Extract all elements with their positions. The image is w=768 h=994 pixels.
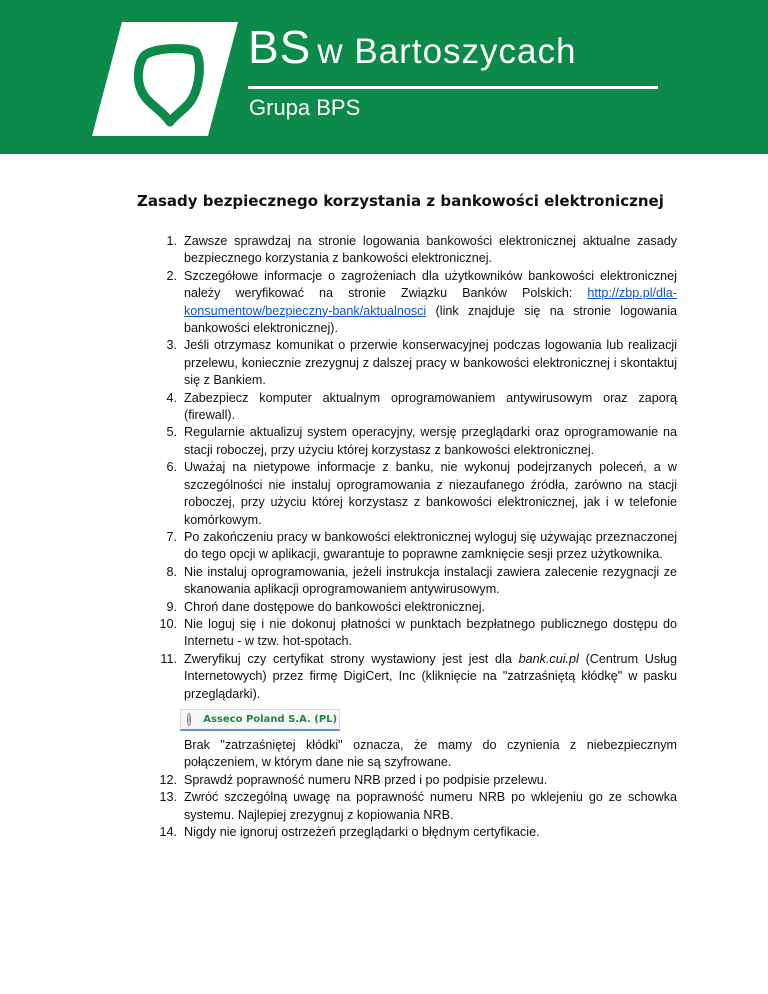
- item-text: Regularnie aktualizuj system operacyjny, wersję przeglądarki oraz oprogramowanie na stacji roboczej, przy użyciu której korzystasz z bankowości elektronicznej.: [184, 425, 677, 457]
- brand-subtitle: Grupa BPS: [249, 95, 361, 120]
- cert-explanation: Brak "zatrzaśniętej kłódki" oznacza, że mamy do czynienia z niebezpiecznym połączeniem, w którym dane nie są szyfrowane.: [184, 737, 677, 770]
- item-number: 6.: [166, 460, 177, 475]
- item-text: Zawsze sprawdzaj na stronie logowania bankowości elektronicznej aktualne zasady bezpiecznego korzystania z bankowości elektronicznej.: [184, 234, 677, 266]
- list-item: [147, 529, 677, 564]
- item-number: 11.: [160, 651, 177, 666]
- item-number: 7.: [166, 529, 177, 544]
- brand-name: [248, 21, 577, 73]
- list-item: [147, 824, 677, 841]
- item-number: 3.: [166, 338, 177, 353]
- item-number: 10.: [159, 616, 177, 631]
- item-text: Po zakończeniu pracy w bankowości elektronicznej wyloguj się używając przeznaczonej do tego opcji w aplikacji, gwarantuje to poprawne zamknięcie sesji przez użytkownika.: [184, 529, 677, 562]
- item-text: Zweryfikuj czy certyfikat strony wystawiony jest jest dla: [184, 651, 519, 666]
- list-item: [147, 337, 677, 389]
- item-text-after: (Centrum Usług Internetowych) przez firmę DigiCert, Inc (kliknięcie na "zatrzaśniętą kłódkę" w pasku przeglądarki).: [184, 651, 677, 701]
- item-number: 13.: [159, 790, 177, 805]
- certificate-label: Asseco Poland S.A. (PL): [203, 713, 338, 725]
- item-number: 2.: [166, 268, 177, 283]
- bank-logo-icon: [92, 22, 238, 136]
- list-item: [147, 424, 677, 459]
- list-item: [147, 268, 677, 338]
- zbp-link[interactable]: http://zbp.pl/dla-konsumentow/bezpieczny-bank/aktualnosci: [184, 286, 677, 318]
- item-number: 9.: [166, 599, 177, 614]
- list-item: [147, 459, 677, 529]
- list-item: [147, 772, 677, 789]
- item-number: 1.: [166, 234, 177, 248]
- rules-list: [147, 233, 677, 841]
- list-item: [147, 390, 677, 425]
- item-number: 5.: [166, 425, 177, 440]
- item-text: Zabezpiecz komputer aktualnym oprogramowaniem antywirusowym oraz zaporą (firewall).: [184, 390, 677, 423]
- list-item: [147, 616, 677, 651]
- item-number: 4.: [166, 390, 177, 405]
- item-text: Nigdy nie ignoruj ostrzeżeń przeglądarki o błędnym certyfikacie.: [184, 825, 540, 839]
- list-item: [147, 651, 677, 772]
- item-number: 8.: [166, 564, 177, 579]
- list-item: [147, 789, 677, 824]
- certificate-bar[interactable]: [180, 709, 340, 731]
- item-text: Jeśli otrzymasz komunikat o przerwie konserwacyjnej podczas logowania lub realizacji przelewu, koniecznie zrezygnuj z dalszej pracy w bankowości elektronicznej i skontaktuj się z Bankiem.: [184, 338, 677, 388]
- list-item: [147, 564, 677, 599]
- item-text: Nie instaluj oprogramowania, jeżeli instrukcja instalacji zawiera zalecenie rezygnacji ze skanowania aplikacji oprogramowaniem antywirusowym.: [184, 564, 677, 597]
- item-number: 12.: [159, 772, 177, 787]
- info-icon[interactable]: i: [188, 714, 191, 724]
- document-title: Zasady bezpiecznego korzystania z bankowości elektronicznej: [137, 192, 664, 210]
- brand-divider: [248, 86, 658, 89]
- item-text: Chroń dane dostępowe do bankowości elektronicznej.: [184, 599, 486, 614]
- item-text: Zwróć szczególną uwagę na poprawność numeru NRB po wklejeniu go ze schowka systemu. Najlepiej zrezygnuj z kopiowania NRB.: [184, 790, 677, 822]
- header-banner: [0, 0, 768, 154]
- item-text: Nie loguj się i nie dokonuj płatności w punktach bezpłatnego publicznego dostępu do Internetu - w tzw. hot-spotach.: [184, 616, 677, 649]
- item-number: 14.: [159, 825, 177, 839]
- brand-main: BS: [248, 21, 312, 73]
- item-text: Szczegółowe informacje o zagrożeniach dla użytkowników bankowości elektronicznej należy weryfikować na stronie Związku Banków Polskich:: [184, 268, 677, 301]
- item-text: Sprawdź poprawność numeru NRB przed i po podpisie przelewu.: [184, 772, 548, 787]
- bank-logo: [92, 22, 238, 136]
- item-text-after: (link znajduje się na stronie logowania bankowości elektronicznej).: [184, 303, 677, 336]
- list-item: [147, 599, 677, 616]
- item-text: Uważaj na nietypowe informacje z banku, nie wykonuj podejrzanych poleceń, a w szczególności nie instaluj oprogramowania z niezaufanego źródła, zarówno na stacji roboczej, przy użyciu której korzystasz z bankowości elektronicznej, jak i w telefonie komórkowym.: [184, 460, 677, 527]
- brand-rest: w Bartoszycach: [317, 32, 577, 71]
- list-item: [147, 233, 677, 268]
- domain-italic: bank.cui.pl: [518, 651, 579, 666]
